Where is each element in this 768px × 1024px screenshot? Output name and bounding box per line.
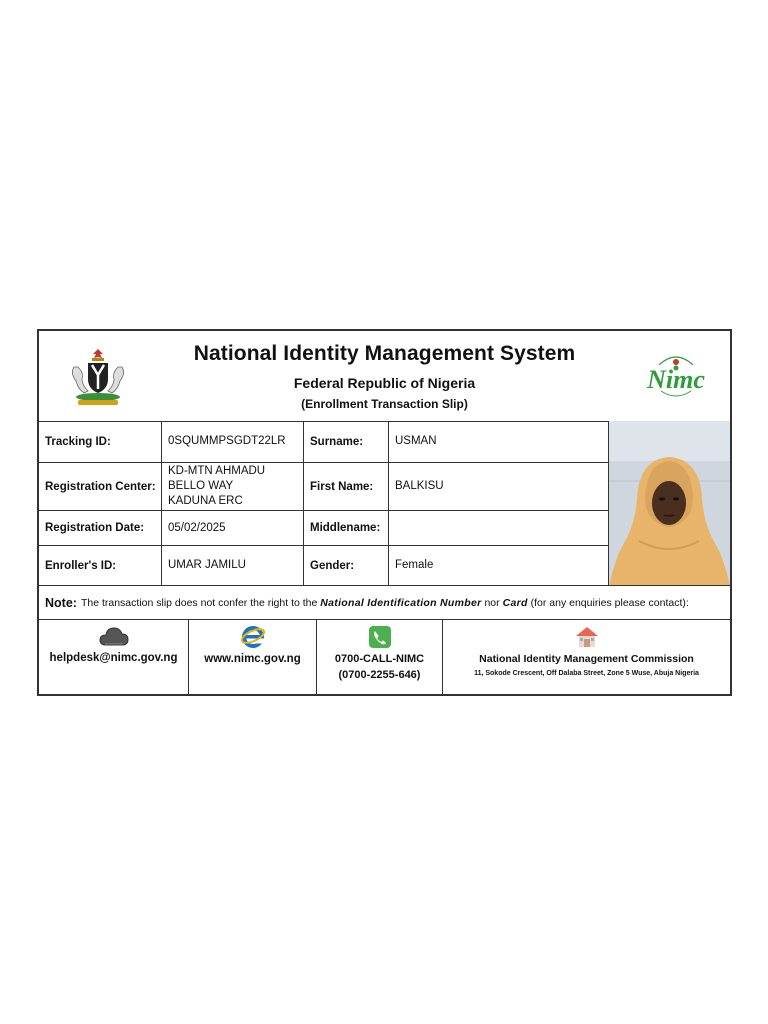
registration-date-value: 05/02/2025 — [162, 511, 304, 546]
country-subtitle: Federal Republic of Nigeria — [293, 375, 476, 391]
note-label: Note: — [45, 595, 77, 610]
email-text[interactable]: helpdesk@nimc.gov.ng — [49, 652, 178, 664]
note-nin: National Identification Number — [320, 596, 482, 609]
house-icon — [575, 626, 599, 648]
address-text: 11, Sokode Crescent, Off Dalaba Street, Zone 5 Wuse, Abuja Nigeria — [474, 670, 699, 677]
surname-label: Surname: — [304, 421, 389, 463]
nimc-logo-text: Nimc — [647, 365, 705, 394]
slip-type-label: (Enrollment Transaction Slip) — [301, 397, 468, 411]
organization-name: National Identity Management Commission — [479, 653, 694, 665]
phone-icon — [369, 626, 391, 648]
applicant-photo — [609, 421, 730, 586]
middlename-value — [389, 511, 609, 546]
tracking-id-value: 0SQUMMPSGDT22LR — [162, 421, 304, 463]
contact-website — [189, 620, 317, 694]
first-name-label: First Name: — [304, 463, 389, 511]
gender-value: Female — [389, 546, 609, 586]
note-nor: nor — [484, 596, 500, 609]
registration-date-label: Registration Date: — [39, 511, 162, 546]
internet-explorer-icon — [240, 623, 266, 649]
middlename-label: Middlename: — [304, 511, 389, 546]
contact-email — [39, 620, 189, 694]
note-row — [39, 586, 730, 620]
phone-digits-text[interactable]: (0700-2255-646) — [338, 669, 421, 681]
website-text[interactable]: www.nimc.gov.ng — [204, 653, 301, 665]
contact-address — [443, 620, 730, 694]
registration-center-label: Registration Center: — [39, 463, 162, 511]
nimc-logo — [637, 349, 715, 405]
note-text: The transaction slip does not confer the right to the — [80, 596, 318, 609]
registration-center-value: KD-MTN AHMADU BELLO WAY KADUNA ERC — [162, 463, 304, 511]
contact-phone — [317, 620, 443, 694]
gender-label: Gender: — [304, 546, 389, 586]
slip-header — [39, 331, 730, 422]
transaction-slip — [37, 329, 732, 696]
surname-value: USMAN — [389, 421, 609, 463]
applicant-portrait-image — [609, 421, 730, 586]
note-card: Card — [502, 596, 528, 609]
enroller-id-value: UMAR JAMILU — [162, 546, 304, 586]
page-title: National Identity Management System — [193, 342, 576, 365]
tracking-id-label: Tracking ID: — [39, 421, 162, 463]
first-name-value: BALKISU — [389, 463, 609, 511]
note-enquiries: (for any enquiries please contact): — [530, 596, 689, 609]
enroller-id-label: Enroller's ID: — [39, 546, 162, 586]
cloud-icon — [99, 626, 129, 648]
phone-text[interactable]: 0700-CALL-NIMC — [334, 653, 425, 665]
